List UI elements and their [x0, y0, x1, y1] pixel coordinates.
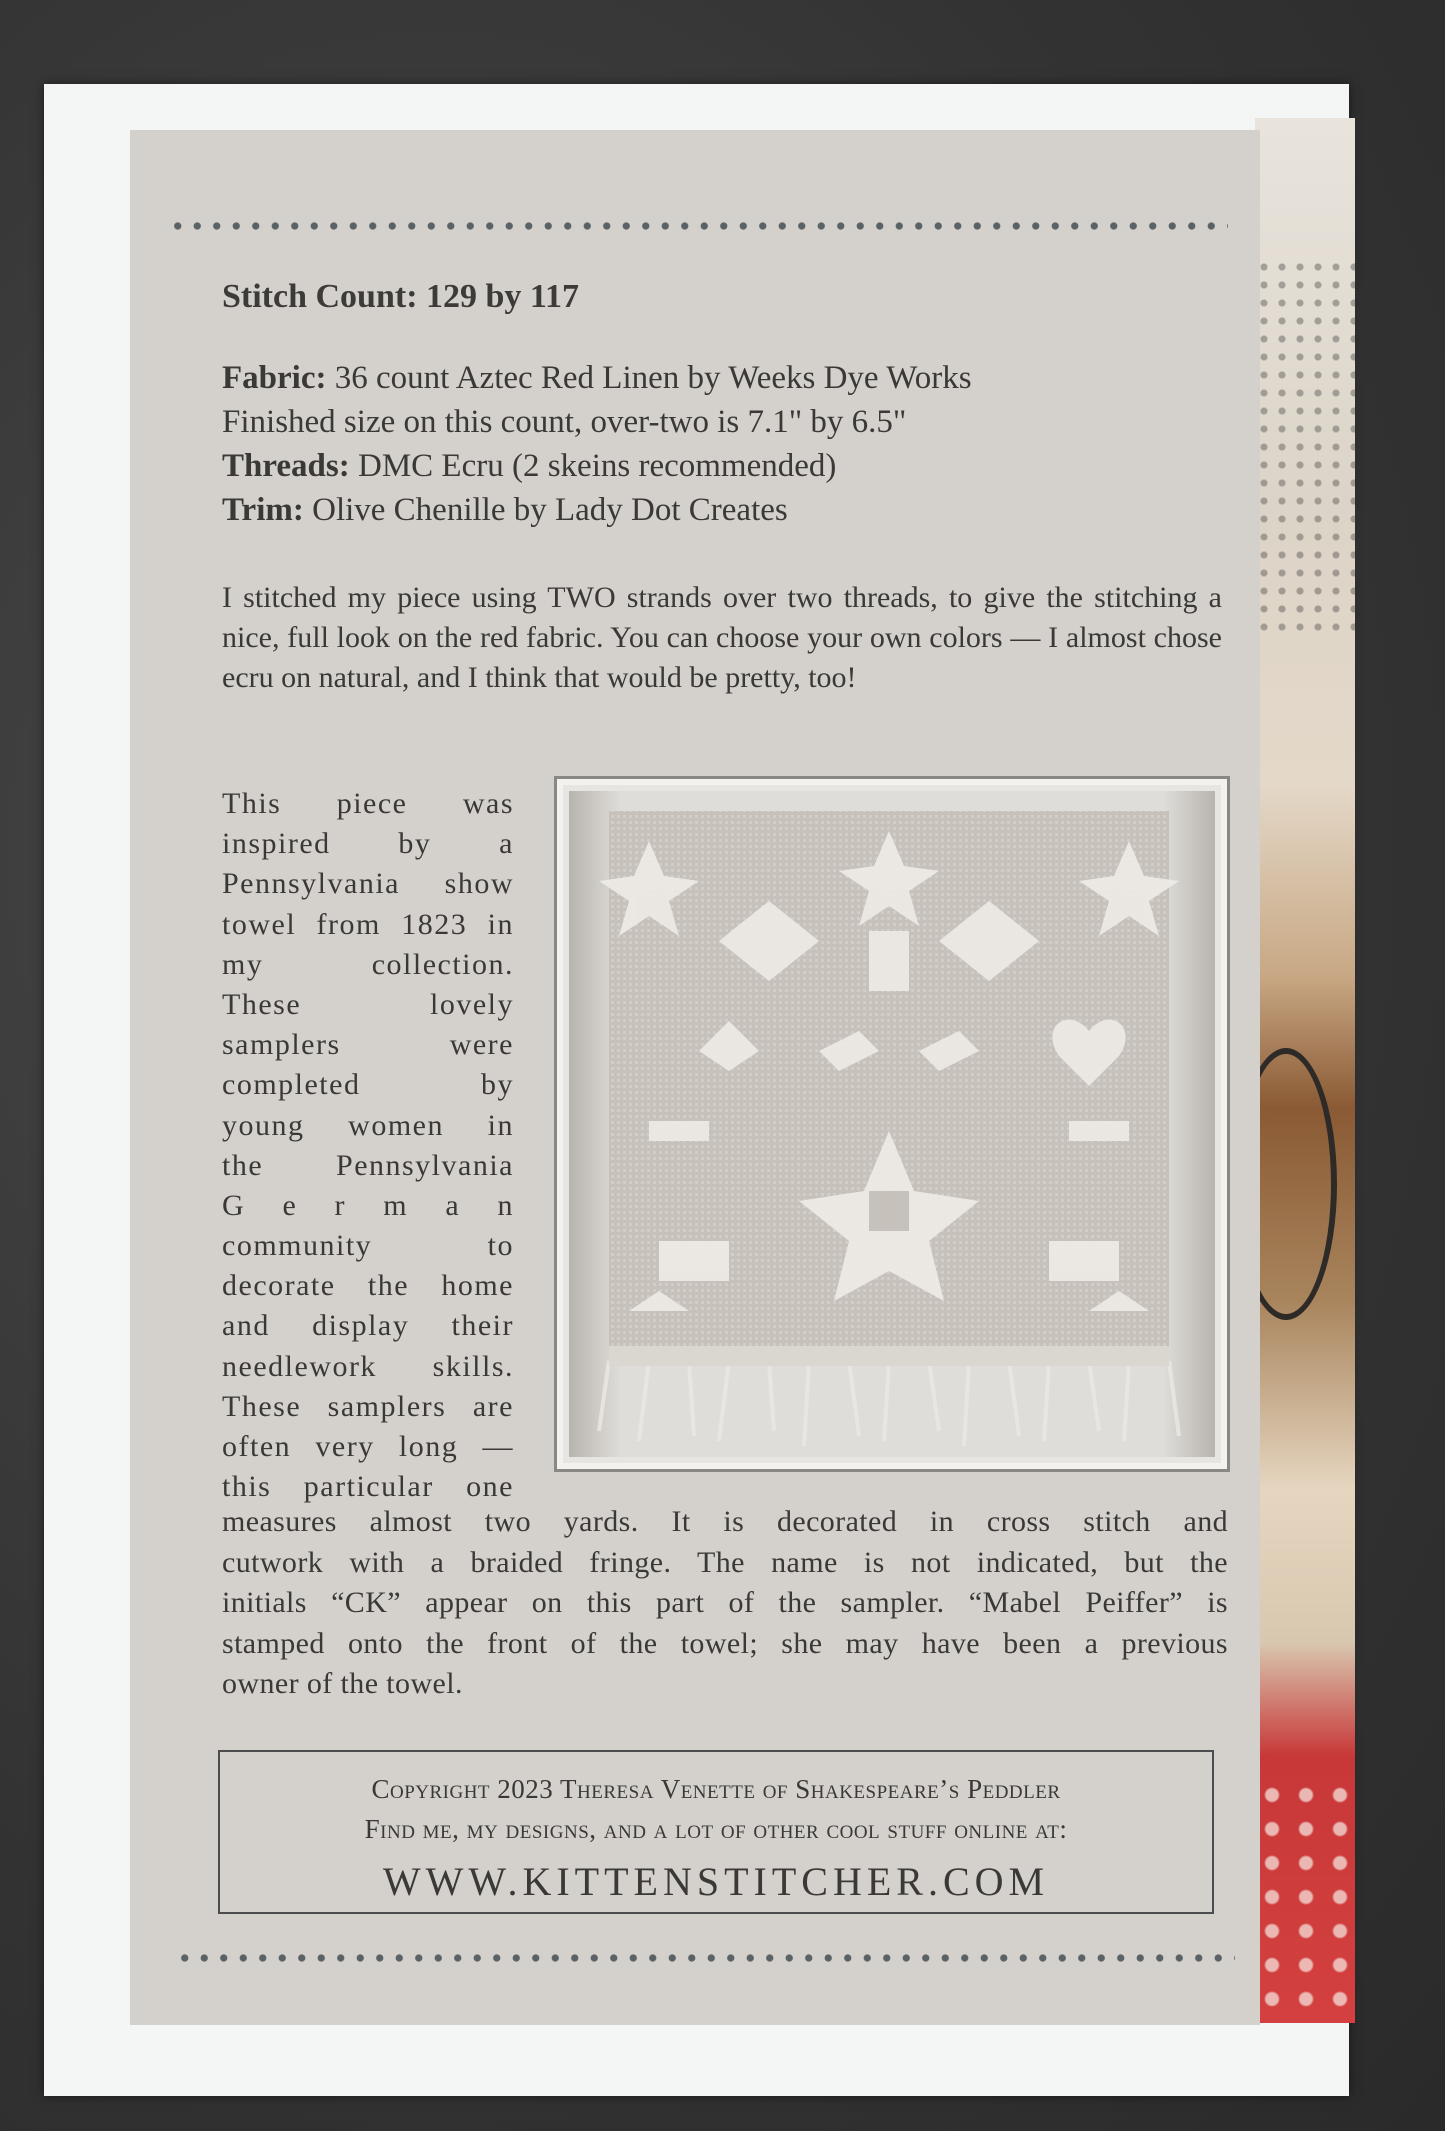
stitch-count-heading: Stitch Count: 129 by 117 [222, 278, 580, 315]
copyright-box [218, 1750, 1214, 1914]
dotted-divider-bottom [175, 1954, 1235, 1962]
column-text-line: community to [222, 1229, 514, 1263]
threads-line [222, 444, 1222, 488]
fabric-label: Fabric: [222, 360, 327, 396]
column-text-line: this particular one [222, 1470, 514, 1504]
cover-photo-edge [1255, 118, 1355, 2023]
history-paragraph-continued [222, 1502, 1228, 1705]
fabric-value: 36 count Aztec Red Linen by Weeks Dye Works [326, 360, 972, 396]
column-text-line: decorate the home [222, 1269, 514, 1303]
column-text-line: inspired by a [222, 827, 514, 861]
dotted-divider-top [168, 222, 1228, 230]
fabric-line [222, 356, 1222, 400]
threads-label: Threads: [222, 448, 350, 484]
column-text-line: These lovely [222, 987, 514, 1021]
trim-value: Olive Chenille by Lady Dot Creates [303, 492, 788, 528]
lace-pattern [1255, 258, 1355, 638]
column-text-line: the Pennsylvania [222, 1148, 514, 1182]
paragraph-text-line: owner of the towel. [222, 1667, 463, 1700]
threads-value: DMC Ecru (2 skeins recommended) [349, 448, 837, 484]
column-text-line: needlework skills. [222, 1349, 514, 1383]
scissors-ring [1255, 1048, 1337, 1320]
find-me-line: Find me, my designs, and a lot of other cool stuff online at: [364, 1814, 1068, 1844]
materials-list [222, 356, 1222, 532]
page [130, 130, 1260, 2025]
column-text-line: and display their [222, 1309, 514, 1343]
column-text-line: completed by [222, 1068, 514, 1102]
column-text-line: G e r m a n [222, 1188, 514, 1222]
column-text-line: often very long — [222, 1430, 514, 1463]
paragraph-text-line: stamped onto the front of the towel; she may have been a previous [222, 1626, 1228, 1660]
column-text-line: These samplers are [222, 1389, 514, 1423]
show-towel-photo [569, 791, 1215, 1457]
column-text-line: This piece was [222, 787, 514, 820]
column-text-line: samplers were [222, 1028, 514, 1062]
history-paragraph-column [222, 784, 514, 1507]
column-text-line: towel from 1823 in [222, 907, 514, 941]
floral-fabric [1255, 1778, 1355, 2023]
copyright-line: Copyright 2023 Theresa Venette of Shakespeare’s Peddler [371, 1774, 1061, 1804]
website-url: WWW.KITTENSTITCHER.COM [382, 1859, 1050, 1904]
sampler-photo-frame [554, 776, 1230, 1472]
finished-size: Finished size on this count, over-two is 7.1" by 6.5" [222, 404, 907, 440]
trim-label: Trim: [222, 492, 304, 528]
paragraph-text-line: initials “CK” appear on this part of the sampler. “Mabel Peiffer” is [222, 1586, 1228, 1619]
column-text-line: my collection. [222, 947, 514, 981]
paragraph-text-line: cutwork with a braided fringe. The name is not indicated, but the [222, 1545, 1228, 1579]
intro-paragraph: I stitched my piece using TWO strands over two threads, to give the stitching a nice, full look on the red fabric. You can choose your own colors — I almost chose ecru on natural, and I think that would be pretty, too! [222, 581, 1222, 694]
column-text-line: young women in [222, 1108, 514, 1142]
sampler-illustration [569, 791, 1215, 1457]
paragraph-text-line: measures almost two yards. It is decorated in cross stitch and [222, 1505, 1228, 1538]
trim-line [222, 488, 1222, 532]
column-text-line: Pennsylvania show [222, 867, 514, 901]
